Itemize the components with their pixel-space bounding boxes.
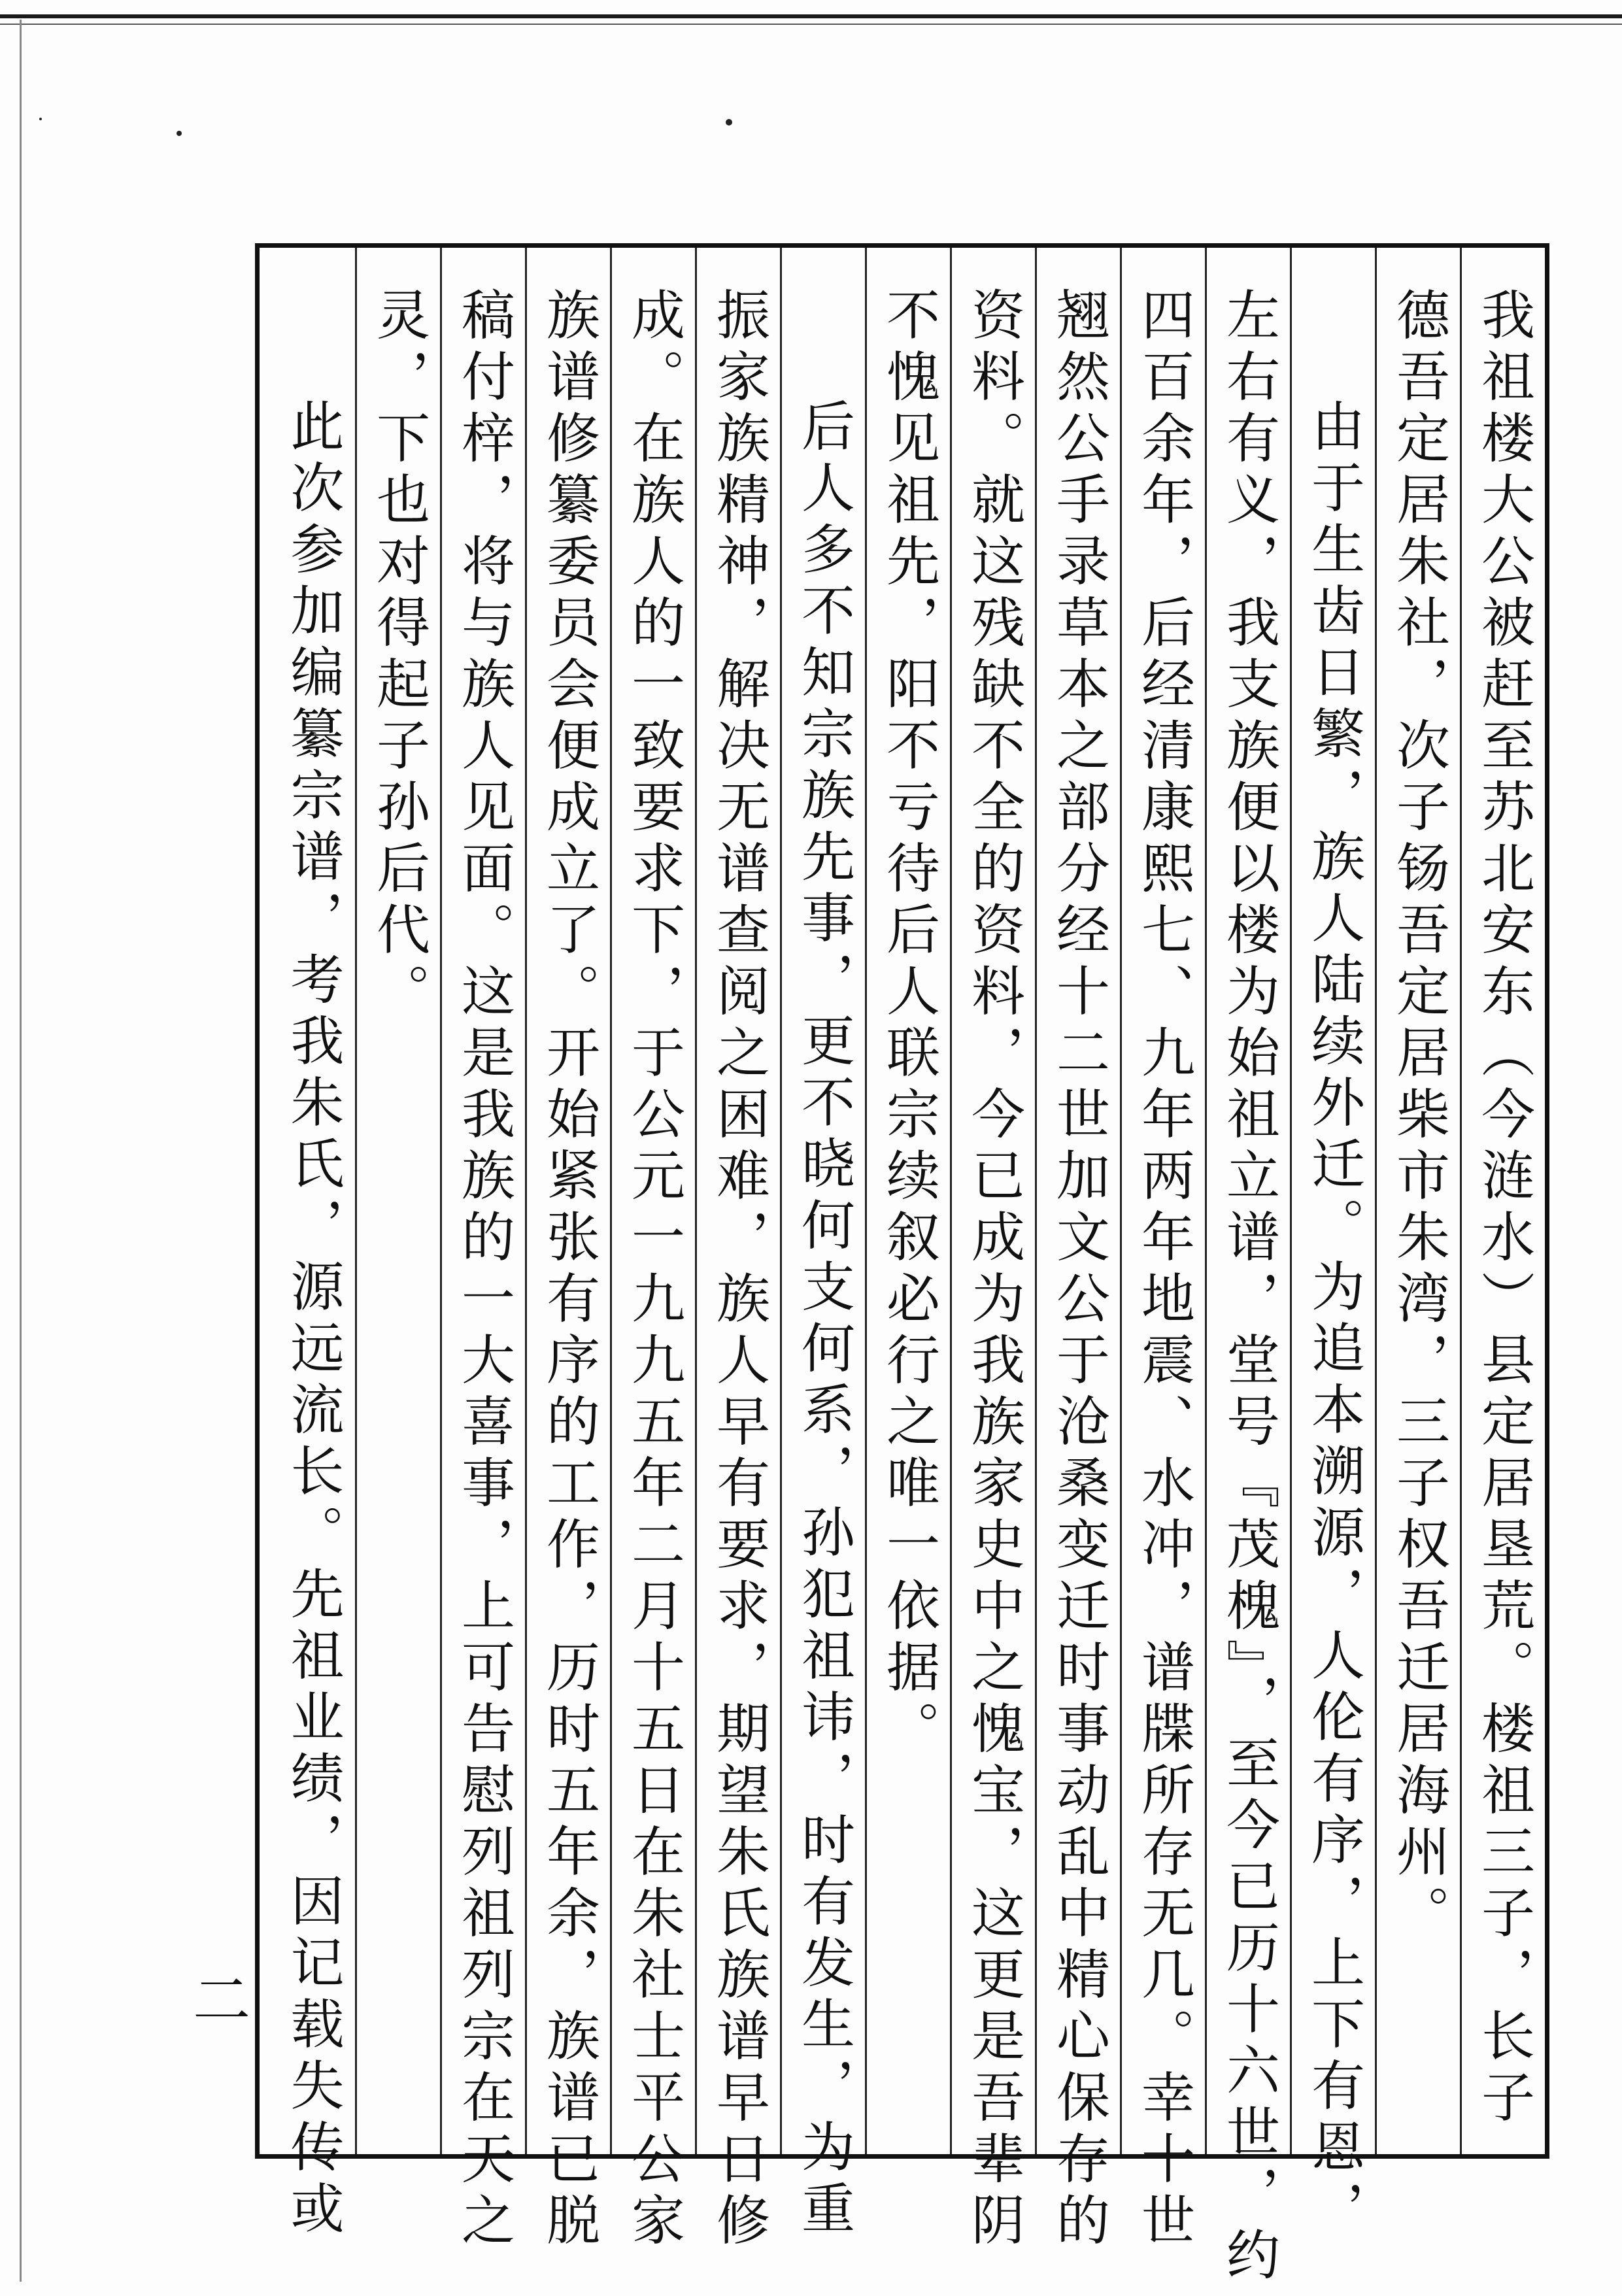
column-text: 翘然公手录草本之部分经十二世加文公于沧桑变迁时事动乱中精心保存的 [1047,287,1110,2254]
text-column [1375,248,1460,2154]
column-text: 由于生齿日繁，族人陆续外迁。为追本溯源，人伦有序，上下有恩， [1302,398,1365,2242]
column-text: 族谱修纂委员会便成立了。开始紧张有序的工作，历时五年余，族谱已脱 [537,287,600,2254]
top-border-thin-rule [0,24,1622,25]
text-column [1460,248,1545,2154]
text-column [780,248,865,2242]
text-column [1290,248,1375,2242]
column-text: 四百余年，后经清康熙七、九年两年地震、水冲，谱牒所存无几。幸十世 [1132,287,1195,2254]
scan-speck [39,118,42,120]
text-frame [255,243,1549,2288]
column-text: 左右有义，我支族便以楼为始祖立谱，堂号『茂槐』，至今已历十六世，约 [1217,287,1280,2288]
column-text: 不愧见祖先，阳不亏待后人联宗续叙必行之唯一依据。 [877,287,940,1762]
column-text: 我祖楼大公被赶至苏北安东（今涟水）县定居垦荒。楼祖三子，长子 [1472,287,1535,2131]
scan-speck [177,131,182,136]
column-text: 稿付梓，将与族人见面。这是我族的一大喜事，上可告慰列祖列宗在天之 [452,287,515,2254]
text-column [1120,248,1205,2254]
text-column [865,248,950,2154]
left-binding-edge [20,20,22,2282]
column-text: 此次参加编纂宗谱，考我朱氏，源远流长。先祖业绩，因记载失传或 [282,398,344,2242]
scan-speck [726,119,732,126]
text-column [270,248,355,2242]
text-column [695,248,780,2254]
text-column [1205,248,1290,2288]
text-column [440,248,525,2254]
page-number: 二 [193,1967,251,2034]
column-text: 灵，下也对得起子孙后代。 [367,287,430,1024]
text-column [610,248,695,2254]
text-column [1035,248,1120,2254]
text-column [525,248,610,2254]
column-text: 后人多不知宗族先事，更不晓何支何系，孙犯祖讳，时有发生，为重 [792,398,855,2242]
column-text: 振家族精神，解决无谱查阅之困难，族人早有要求，期望朱氏族谱早日修 [707,287,770,2254]
text-column [355,248,440,2154]
top-border-rule [0,14,1622,18]
vertical-text-columns [260,248,1545,2288]
column-text: 成。在族人的一致要求下，于公元一九九五年二月十五日在朱社士平公家 [622,287,685,2254]
text-column [950,248,1035,2254]
column-text: 资料。就这残缺不全的资料，今已成为我族家史中之愧宝，这更是吾辈阴 [962,287,1025,2254]
column-text: 德吾定居朱社，次子钖吾定居柴市朱湾，三子权吾迁居海州。 [1387,287,1450,1946]
